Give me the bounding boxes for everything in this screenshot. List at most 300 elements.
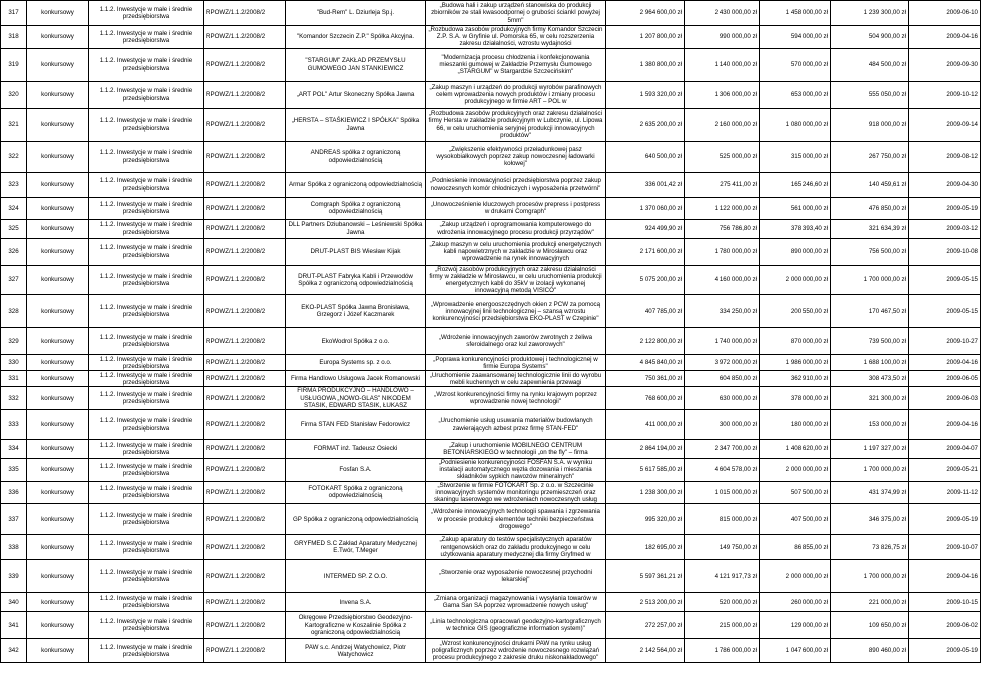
competition-type: konkursowy: [27, 1, 89, 26]
total-value: 768 600,00 zł: [606, 387, 685, 410]
beneficiary-name: GP Spółka z ograniczoną odpowiedzialnością: [286, 504, 426, 535]
table-row: [1, 355, 981, 371]
agreement-date: 2009-08-12: [909, 141, 981, 172]
eligible-costs: 604 850,00 zł: [685, 371, 760, 387]
competition-type: konkursowy: [27, 141, 89, 172]
measure-name: 1.1.2. Inwestycje w małe i średnie przedsiębiorstwa: [89, 81, 204, 108]
efrr-cofinancing: 1 700 000,00 zł: [831, 560, 909, 593]
row-number: 319: [1, 48, 27, 81]
application-code: RPOWZ/1.1.2/2008/2: [204, 535, 286, 560]
competition-type: konkursowy: [27, 612, 89, 639]
application-code: RPOWZ/1.1.2/2008/2: [204, 560, 286, 593]
project-title: „Zmiana organizacji magazynowania i wysyłania towarów w Gama San SA poprzez wprowadzenie nowych usług": [426, 593, 606, 612]
row-number: 324: [1, 197, 27, 219]
total-value: 182 695,00 zł: [606, 535, 685, 560]
row-number: 317: [1, 1, 27, 26]
row-number: 329: [1, 328, 27, 355]
eligible-costs: 300 000,00 zł: [685, 410, 760, 440]
measure-name: 1.1.2. Inwestycje w małe i średnie przedsiębiorstwa: [89, 612, 204, 639]
cofinancing-amount: 653 000,00 zł: [760, 81, 831, 108]
measure-name: 1.1.2. Inwestycje w małe i średnie przedsiębiorstwa: [89, 1, 204, 26]
efrr-cofinancing: 739 500,00 zł: [831, 328, 909, 355]
cofinancing-amount: 165 246,60 zł: [760, 172, 831, 197]
application-code: RPOWZ/1.1.2/2008/2: [204, 593, 286, 612]
application-code: RPOWZ/1.1.2/2008/2: [204, 328, 286, 355]
table-row: [1, 81, 981, 108]
beneficiary-name: Okręgowe Przedsiębiorstwo Geodezyjno-Kartograficzne w Koszalinie Spółka z ograniczoną odpowiedzialnością: [286, 612, 426, 639]
beneficiary-name: DLL Partners Dziubanowski – Leśniewski Spółka Jawna: [286, 219, 426, 238]
cofinancing-amount: 890 000,00 zł: [760, 238, 831, 265]
measure-name: 1.1.2. Inwestycje w małe i średnie przedsiębiorstwa: [89, 48, 204, 81]
eligible-costs: 1 140 000,00 zł: [685, 48, 760, 81]
table-row: [1, 1, 981, 26]
project-title: „Wdrożenie innowacyjnych technologii spawania i zgrzewania w procesie produkcji elementów techniki bezpieczeństwa drogowego": [426, 504, 606, 535]
measure-name: 1.1.2. Inwestycje w małe i średnie przedsiębiorstwa: [89, 504, 204, 535]
cofinancing-amount: 378 000,00 zł: [760, 387, 831, 410]
agreement-date: 2009-03-12: [909, 219, 981, 238]
measure-name: 1.1.2. Inwestycje w małe i średnie przedsiębiorstwa: [89, 238, 204, 265]
project-title: „Stworzenie w firmie FOTOKART Sp. z o.o. w Szczecinie innowacyjnych systemów monitoringu przemieszczeń oraz skaningu laserowego we wdrożeniach nowoczesnych usług: [426, 481, 606, 504]
project-title: „Zakup maszyn w celu uruchomienia produkcji energetycznych kabli napowietrznych w zakładzie w Mirosławcu oraz wprowadzenie na rynek innowacyjnych: [426, 238, 606, 265]
measure-name: 1.1.2. Inwestycje w małe i średnie przedsiębiorstwa: [89, 197, 204, 219]
eligible-costs: 149 750,00 zł: [685, 535, 760, 560]
cofinancing-amount: 2 000 000,00 zł: [760, 265, 831, 295]
project-title: „Uruchomienie usług usuwania materiałów budowlanych zawierających azbest przez firmę STAN-FED": [426, 410, 606, 440]
measure-name: 1.1.2. Inwestycje w małe i średnie przedsiębiorstwa: [89, 295, 204, 328]
efrr-cofinancing: 321 634,39 zł: [831, 219, 909, 238]
project-title: "Modernizacja procesu chłodzenia i konfekcjonowania mieszanki gumowej w Zakładzie Przemysłu Gumowego „STARGUM" w Stargardzie Szczecińskim": [426, 48, 606, 81]
measure-name: 1.1.2. Inwestycje w małe i średnie przedsiębiorstwa: [89, 371, 204, 387]
agreement-date: 2009-04-07: [909, 440, 981, 459]
table-row: [1, 238, 981, 265]
project-title: „Zwiększenie efektywności przeładunkowej pasz wysokobiałkowych poprzez zakup nowoczesnej ładowarki kołowej": [426, 141, 606, 172]
beneficiary-name: "STARGUM" ZAKŁAD PRZEMYSŁU GUMOWEGO JAN STANKIEWICZ: [286, 48, 426, 81]
competition-type: konkursowy: [27, 481, 89, 504]
eligible-costs: 2 430 000,00 zł: [685, 1, 760, 26]
efrr-cofinancing: 153 000,00 zł: [831, 410, 909, 440]
row-number: 337: [1, 504, 27, 535]
eligible-costs: 1 015 000,00 zł: [685, 481, 760, 504]
application-code: RPOWZ/1.1.2/2008/2: [204, 172, 286, 197]
total-value: 272 257,00 zł: [606, 612, 685, 639]
measure-name: 1.1.2. Inwestycje w małe i średnie przedsiębiorstwa: [89, 535, 204, 560]
total-value: 4 845 840,00 zł: [606, 355, 685, 371]
competition-type: konkursowy: [27, 535, 89, 560]
total-value: 5 597 361,21 zł: [606, 560, 685, 593]
project-title: „Wprowadzenie energooszczędnych okien z PCW za pomocą innowacyjnej linii technologicznej – szansą wzrostu konkurencyjności przedsiębiorstwa EKO-PLAST w Czepinie": [426, 295, 606, 328]
total-value: 2 513 200,00 zł: [606, 593, 685, 612]
table-row: [1, 459, 981, 482]
application-code: RPOWZ/1.1.2/2008/2: [204, 1, 286, 26]
measure-name: 1.1.2. Inwestycje w małe i średnie przedsiębiorstwa: [89, 328, 204, 355]
cofinancing-amount: 1 986 000,00 zł: [760, 355, 831, 371]
efrr-cofinancing: 109 650,00 zł: [831, 612, 909, 639]
row-number: 342: [1, 639, 27, 663]
application-code: RPOWZ/1.1.2/2008/2: [204, 238, 286, 265]
total-value: 2 171 600,00 zł: [606, 238, 685, 265]
agreement-date: 2009-04-30: [909, 172, 981, 197]
eligible-costs: 215 000,00 zł: [685, 612, 760, 639]
competition-type: konkursowy: [27, 197, 89, 219]
cofinancing-amount: 407 500,00 zł: [760, 504, 831, 535]
beneficiary-name: FIRMA PRODUKCYJNO – HANDLOWO – USŁUGOWA „NOWO-GLAS" NIKODEM STASIK, EDWARD STASIK, ŁUKASZ: [286, 387, 426, 410]
project-title: „Rozwój zasobów produkcyjnych oraz zakresu działalności firmy w zakładzie w Mirosławcu, w celu uruchomienia produkcji energetycznych kabli do 35kV w izolacji wykonanej innowacyjną metodą VISICO": [426, 265, 606, 295]
agreement-date: 2009-05-19: [909, 197, 981, 219]
table-row: [1, 295, 981, 328]
beneficiary-name: INTERMED SP. Z O.O.: [286, 560, 426, 593]
total-value: 1 370 060,00 zł: [606, 197, 685, 219]
efrr-cofinancing: 1 197 327,00 zł: [831, 440, 909, 459]
competition-type: konkursowy: [27, 265, 89, 295]
application-code: RPOWZ/1.1.2/2008/2: [204, 410, 286, 440]
competition-type: konkursowy: [27, 355, 89, 371]
project-title: „Zakup urządzeń i oprogramowania komputerowego do wdrożenia innowacyjnego procesu produkcji przyrządów": [426, 219, 606, 238]
cofinancing-amount: 594 000,00 zł: [760, 26, 831, 49]
measure-name: 1.1.2. Inwestycje w małe i średnie przedsiębiorstwa: [89, 387, 204, 410]
efrr-cofinancing: 140 459,61 zł: [831, 172, 909, 197]
agreement-date: 2009-04-16: [909, 410, 981, 440]
agreement-date: 2009-04-16: [909, 355, 981, 371]
cofinancing-amount: 378 393,40 zł: [760, 219, 831, 238]
total-value: 640 500,00 zł: [606, 141, 685, 172]
table-row: [1, 593, 981, 612]
cofinancing-amount: 2 000 000,00 zł: [760, 459, 831, 482]
efrr-cofinancing: 267 750,00 zł: [831, 141, 909, 172]
efrr-cofinancing: 321 300,00 zł: [831, 387, 909, 410]
application-code: RPOWZ/1.1.2/2008/2: [204, 141, 286, 172]
total-value: 407 785,00 zł: [606, 295, 685, 328]
row-number: 318: [1, 26, 27, 49]
beneficiary-name: "Bud-Rem" L. Dziurleja Sp.j.: [286, 1, 426, 26]
application-code: RPOWZ/1.1.2/2008/2: [204, 440, 286, 459]
table-row: [1, 504, 981, 535]
project-title: „Unowocześnienie kluczowych procesów prepress i postpress w drukarni Comgraph": [426, 197, 606, 219]
cofinancing-amount: 315 000,00 zł: [760, 141, 831, 172]
competition-type: konkursowy: [27, 387, 89, 410]
cofinancing-amount: 200 550,00 zł: [760, 295, 831, 328]
eligible-costs: 1 306 000,00 zł: [685, 81, 760, 108]
project-title: „Zakup maszyn i urządzeń do produkcji wyrobów parafinowych celem wprowadzenia nowych produktów i zmiany procesu produkcyjnego w firmie ART – POL w: [426, 81, 606, 108]
agreement-date: 2009-05-15: [909, 295, 981, 328]
eligible-costs: 3 972 000,00 zł: [685, 355, 760, 371]
eligible-costs: 525 000,00 zł: [685, 141, 760, 172]
project-title: „Wdrożenie innowacyjnych zaworów zwrotnych z żeliwa sferoidalnego oraz kul zaworowych": [426, 328, 606, 355]
agreement-date: 2009-10-07: [909, 535, 981, 560]
application-code: RPOWZ/1.1.2/2008/2: [204, 26, 286, 49]
competition-type: konkursowy: [27, 440, 89, 459]
efrr-cofinancing: 890 460,00 zł: [831, 639, 909, 663]
cofinancing-amount: 1 047 600,00 zł: [760, 639, 831, 663]
agreement-date: 2009-11-12: [909, 481, 981, 504]
efrr-cofinancing: 431 374,99 zł: [831, 481, 909, 504]
eligible-costs: 275 411,00 zł: [685, 172, 760, 197]
measure-name: 1.1.2. Inwestycje w małe i średnie przedsiębiorstwa: [89, 481, 204, 504]
agreement-date: 2009-05-21: [909, 459, 981, 482]
total-value: 2 142 564,00 zł: [606, 639, 685, 663]
agreement-date: 2009-06-02: [909, 612, 981, 639]
eligible-costs: 4 160 000,00 zł: [685, 265, 760, 295]
beneficiary-name: FOTOKART Spółka z ograniczoną odpowiedzialnością: [286, 481, 426, 504]
project-title: „Rozbudowa zasobów produkcyjnych firmy Komandor Szczecin Z.P. S.A. w Gryfinie ul. Pomorska 65, w celu rozszerzenia zakresu działalności, wzrostu wydajności: [426, 26, 606, 49]
efrr-cofinancing: 476 850,00 zł: [831, 197, 909, 219]
competition-type: konkursowy: [27, 295, 89, 328]
agreement-date: 2009-10-15: [909, 593, 981, 612]
table-row: [1, 26, 981, 49]
efrr-cofinancing: 308 473,50 zł: [831, 371, 909, 387]
competition-type: konkursowy: [27, 504, 89, 535]
table-row: [1, 371, 981, 387]
cofinancing-amount: 1 458 000,00 zł: [760, 1, 831, 26]
total-value: 924 499,90 zł: [606, 219, 685, 238]
row-number: 328: [1, 295, 27, 328]
agreement-date: 2009-06-10: [909, 1, 981, 26]
competition-type: konkursowy: [27, 219, 89, 238]
row-number: 323: [1, 172, 27, 197]
eligible-costs: 815 000,00 zł: [685, 504, 760, 535]
measure-name: 1.1.2. Inwestycje w małe i średnie przedsiębiorstwa: [89, 141, 204, 172]
row-number: 339: [1, 560, 27, 593]
efrr-cofinancing: 756 500,00 zł: [831, 238, 909, 265]
efrr-cofinancing: 170 467,50 zł: [831, 295, 909, 328]
project-title: „Wzrost konkurencyjności firmy na rynku krajowym poprzez wprowadzenie nowej technologii": [426, 387, 606, 410]
competition-type: konkursowy: [27, 48, 89, 81]
competition-type: konkursowy: [27, 81, 89, 108]
agreement-date: 2009-05-15: [909, 265, 981, 295]
efrr-cofinancing: 221 000,00 zł: [831, 593, 909, 612]
eligible-costs: 756 786,80 zł: [685, 219, 760, 238]
eligible-costs: 334 250,00 zł: [685, 295, 760, 328]
competition-type: konkursowy: [27, 108, 89, 141]
beneficiary-name: DRUT-PLAST Fabryka Kabli i Przewodów Spółka z ograniczoną odpowiedzialnością: [286, 265, 426, 295]
project-title: „Zakup aparatury do testów specjalistycznych aparatów rentgenowskich oraz do zakładu produkcyjnego w celu użytkowania aparatury medycznej dla firmy Gryfmed w: [426, 535, 606, 560]
row-number: 333: [1, 410, 27, 440]
total-value: 1 238 300,00 zł: [606, 481, 685, 504]
measure-name: 1.1.2. Inwestycje w małe i średnie przedsiębiorstwa: [89, 265, 204, 295]
beneficiary-name: Invena S.A.: [286, 593, 426, 612]
agreement-date: 2009-05-19: [909, 639, 981, 663]
application-code: RPOWZ/1.1.2/2008/2: [204, 81, 286, 108]
total-value: 411 000,00 zł: [606, 410, 685, 440]
efrr-cofinancing: 346 375,00 zł: [831, 504, 909, 535]
table-row: [1, 410, 981, 440]
project-title: „Stworzenie oraz wyposażenie nowoczesnej przychodni lekarskiej": [426, 560, 606, 593]
eligible-costs: 2 160 000,00 zł: [685, 108, 760, 141]
cofinancing-amount: 570 000,00 zł: [760, 48, 831, 81]
total-value: 1 593 320,00 zł: [606, 81, 685, 108]
application-code: RPOWZ/1.1.2/2008/2: [204, 108, 286, 141]
beneficiary-name: EkoWodrol Spółka z o.o.: [286, 328, 426, 355]
application-code: RPOWZ/1.1.2/2008/2: [204, 371, 286, 387]
total-value: 750 361,00 zł: [606, 371, 685, 387]
total-value: 2 864 194,00 zł: [606, 440, 685, 459]
application-code: RPOWZ/1.1.2/2008/2: [204, 295, 286, 328]
efrr-cofinancing: 1 688 100,00 zł: [831, 355, 909, 371]
table-row: [1, 172, 981, 197]
application-code: RPOWZ/1.1.2/2008/2: [204, 481, 286, 504]
measure-name: 1.1.2. Inwestycje w małe i średnie przedsiębiorstwa: [89, 172, 204, 197]
agreement-date: 2009-05-19: [909, 504, 981, 535]
competition-type: konkursowy: [27, 593, 89, 612]
beneficiary-name: ANDREAS spółka z ograniczoną odpowiedzialnością: [286, 141, 426, 172]
application-code: RPOWZ/1.1.2/2008/2: [204, 265, 286, 295]
efrr-cofinancing: 504 900,00 zł: [831, 26, 909, 49]
beneficiary-name: EKO-PLAST Spółka Jawna Bronisława, Grzegorz i Józef Kaczmarek: [286, 295, 426, 328]
agreement-date: 2009-10-08: [909, 238, 981, 265]
application-code: RPOWZ/1.1.2/2008/2: [204, 639, 286, 663]
table-row: [1, 48, 981, 81]
eligible-costs: 990 000,00 zł: [685, 26, 760, 49]
measure-name: 1.1.2. Inwestycje w małe i średnie przedsiębiorstwa: [89, 560, 204, 593]
cofinancing-amount: 561 000,00 zł: [760, 197, 831, 219]
efrr-cofinancing: 918 000,00 zł: [831, 108, 909, 141]
table-row: [1, 219, 981, 238]
cofinancing-amount: 2 000 000,00 zł: [760, 560, 831, 593]
row-number: 338: [1, 535, 27, 560]
beneficiary-name: Firma STAN FED Stanisław Fedorowicz: [286, 410, 426, 440]
row-number: 335: [1, 459, 27, 482]
table-row: [1, 440, 981, 459]
agreement-date: 2009-06-03: [909, 387, 981, 410]
beneficiary-name: Comgraph Spółka z ograniczoną odpowiedzialnością: [286, 197, 426, 219]
beneficiary-name: PAW s.c. Andrzej Watychowicz, Piotr Watychowicz: [286, 639, 426, 663]
beneficiary-name: „ART POL" Artur Skoneczny Spółka Jawna: [286, 81, 426, 108]
total-value: 5 075 200,00 zł: [606, 265, 685, 295]
table-row: [1, 535, 981, 560]
measure-name: 1.1.2. Inwestycje w małe i średnie przedsiębiorstwa: [89, 219, 204, 238]
row-number: 322: [1, 141, 27, 172]
beneficiary-name: „HERSTA – STAŚKIEWICZ I SPÓŁKA" Spółka Jawna: [286, 108, 426, 141]
application-code: RPOWZ/1.1.2/2008/2: [204, 48, 286, 81]
table-row: [1, 560, 981, 593]
table-row: [1, 141, 981, 172]
eligible-costs: 1 122 000,00 zł: [685, 197, 760, 219]
cofinancing-amount: 362 910,00 zł: [760, 371, 831, 387]
total-value: 336 001,42 zł: [606, 172, 685, 197]
beneficiary-name: Europa Systems sp. z o.o.: [286, 355, 426, 371]
agreement-date: 2009-04-16: [909, 560, 981, 593]
table-row: [1, 639, 981, 663]
competition-type: konkursowy: [27, 238, 89, 265]
eligible-costs: 2 347 700,00 zł: [685, 440, 760, 459]
efrr-cofinancing: 555 050,00 zł: [831, 81, 909, 108]
table-row: [1, 108, 981, 141]
total-value: 2 122 800,00 zł: [606, 328, 685, 355]
efrr-cofinancing: 1 700 000,00 zł: [831, 265, 909, 295]
application-code: RPOWZ/1.1.2/2008/2: [204, 504, 286, 535]
row-number: 341: [1, 612, 27, 639]
total-value: 995 320,00 zł: [606, 504, 685, 535]
cofinancing-amount: 260 000,00 zł: [760, 593, 831, 612]
project-title: „Linia technologiczna opracowań geodezyjno-kartograficznych w technice GIS (geograficzne information system)": [426, 612, 606, 639]
competition-type: konkursowy: [27, 371, 89, 387]
cofinancing-amount: 86 855,00 zł: [760, 535, 831, 560]
competition-type: konkursowy: [27, 26, 89, 49]
application-code: RPOWZ/1.1.2/2008/2: [204, 355, 286, 371]
eligible-costs: 630 000,00 zł: [685, 387, 760, 410]
table-row: [1, 387, 981, 410]
total-value: 1 380 800,00 zł: [606, 48, 685, 81]
total-value: 2 635 200,00 zł: [606, 108, 685, 141]
efrr-cofinancing: 484 500,00 zł: [831, 48, 909, 81]
total-value: 1 207 800,00 zł: [606, 26, 685, 49]
competition-type: konkursowy: [27, 560, 89, 593]
measure-name: 1.1.2. Inwestycje w małe i średnie przedsiębiorstwa: [89, 440, 204, 459]
competition-type: konkursowy: [27, 459, 89, 482]
agreement-date: 2009-09-14: [909, 108, 981, 141]
application-code: RPOWZ/1.1.2/2008/2: [204, 612, 286, 639]
eligible-costs: 1 786 000,00 zł: [685, 639, 760, 663]
beneficiary-name: Armar Spółka z ograniczoną odpowiedzialnością: [286, 172, 426, 197]
eligible-costs: 1 780 000,00 zł: [685, 238, 760, 265]
competition-type: konkursowy: [27, 639, 89, 663]
row-number: 334: [1, 440, 27, 459]
measure-name: 1.1.2. Inwestycje w małe i średnie przedsiębiorstwa: [89, 355, 204, 371]
cofinancing-amount: 507 500,00 zł: [760, 481, 831, 504]
measure-name: 1.1.2. Inwestycje w małe i średnie przedsiębiorstwa: [89, 108, 204, 141]
project-title: „Rozbudowa zasobów produkcyjnych oraz zakresu działalności firmy Hersta w zakładzie produkcyjnym w Lubczynie, ul. Lipowa 66, w celu uruchomienia seryjnej produkcji innowacyjnych produktów": [426, 108, 606, 141]
agreement-date: 2009-10-12: [909, 81, 981, 108]
measure-name: 1.1.2. Inwestycje w małe i średnie przedsiębiorstwa: [89, 639, 204, 663]
project-title: „Budowa hali i zakup urządzeń stanowiska do produkcji zbiorników ze stali kwasoodpornej o grubości ściankI powyżej 5mm": [426, 1, 606, 26]
row-number: 336: [1, 481, 27, 504]
cofinancing-amount: 1 408 620,00 zł: [760, 440, 831, 459]
table-row: [1, 612, 981, 639]
project-title: „Uruchomienie zaawansowanej technologicznie linii do wyrobu mebli kuchennych w celu zapewnienia przewagi: [426, 371, 606, 387]
competition-type: konkursowy: [27, 410, 89, 440]
row-number: 340: [1, 593, 27, 612]
measure-name: 1.1.2. Inwestycje w małe i średnie przedsiębiorstwa: [89, 593, 204, 612]
competition-type: konkursowy: [27, 172, 89, 197]
cofinancing-amount: 870 000,00 zł: [760, 328, 831, 355]
beneficiary-name: GRYFMED S.C Zakład Aparatury Medycznej E.Twór, T.Meger: [286, 535, 426, 560]
cofinancing-amount: 180 000,00 zł: [760, 410, 831, 440]
row-number: 327: [1, 265, 27, 295]
row-number: 321: [1, 108, 27, 141]
measure-name: 1.1.2. Inwestycje w małe i średnie przedsiębiorstwa: [89, 459, 204, 482]
project-title: „Zakup i uruchomienie MOBILNEGO CENTRUM BETONIARSKIEGO w technologii „on the fly" – firma: [426, 440, 606, 459]
table-row: [1, 328, 981, 355]
table-row: [1, 481, 981, 504]
row-number: 326: [1, 238, 27, 265]
agreement-date: 2009-06-05: [909, 371, 981, 387]
efrr-cofinancing: 1 239 300,00 zł: [831, 1, 909, 26]
eligible-costs: 1 740 000,00 zł: [685, 328, 760, 355]
efrr-cofinancing: 73 826,75 zł: [831, 535, 909, 560]
agreement-date: 2009-09-30: [909, 48, 981, 81]
application-code: RPOWZ/1.1.2/2008/2: [204, 197, 286, 219]
project-title: „Podniesienie innowacyjności przedsiębiorstwa poprzez zakup nowoczesnych komór chłodniczych i wyposażenia przetwórni": [426, 172, 606, 197]
total-value: 5 617 585,00 zł: [606, 459, 685, 482]
row-number: 320: [1, 81, 27, 108]
eligible-costs: 520 000,00 zł: [685, 593, 760, 612]
measure-name: 1.1.2. Inwestycje w małe i średnie przedsiębiorstwa: [89, 26, 204, 49]
project-title: „Poprawa konkurencyjności produktowej i technologicznej w firmie Europa Systems": [426, 355, 606, 371]
application-code: RPOWZ/1.1.2/2008/2: [204, 387, 286, 410]
beneficiary-name: Fosfan S.A.: [286, 459, 426, 482]
application-code: RPOWZ/1.1.2/2008/2: [204, 219, 286, 238]
measure-name: 1.1.2. Inwestycje w małe i średnie przedsiębiorstwa: [89, 410, 204, 440]
application-code: RPOWZ/1.1.2/2008/2: [204, 459, 286, 482]
beneficiary-name: DRUT-PLAST BIS Wiesław Kijak: [286, 238, 426, 265]
competition-type: konkursowy: [27, 328, 89, 355]
efrr-cofinancing: 1 700 000,00 zł: [831, 459, 909, 482]
row-number: 331: [1, 371, 27, 387]
agreement-date: 2009-10-27: [909, 328, 981, 355]
row-number: 330: [1, 355, 27, 371]
cofinancing-amount: 1 080 000,00 zł: [760, 108, 831, 141]
table-body: [1, 1, 981, 663]
beneficiary-name: Firma Handlowo Usługowa Jacek Romanowski: [286, 371, 426, 387]
